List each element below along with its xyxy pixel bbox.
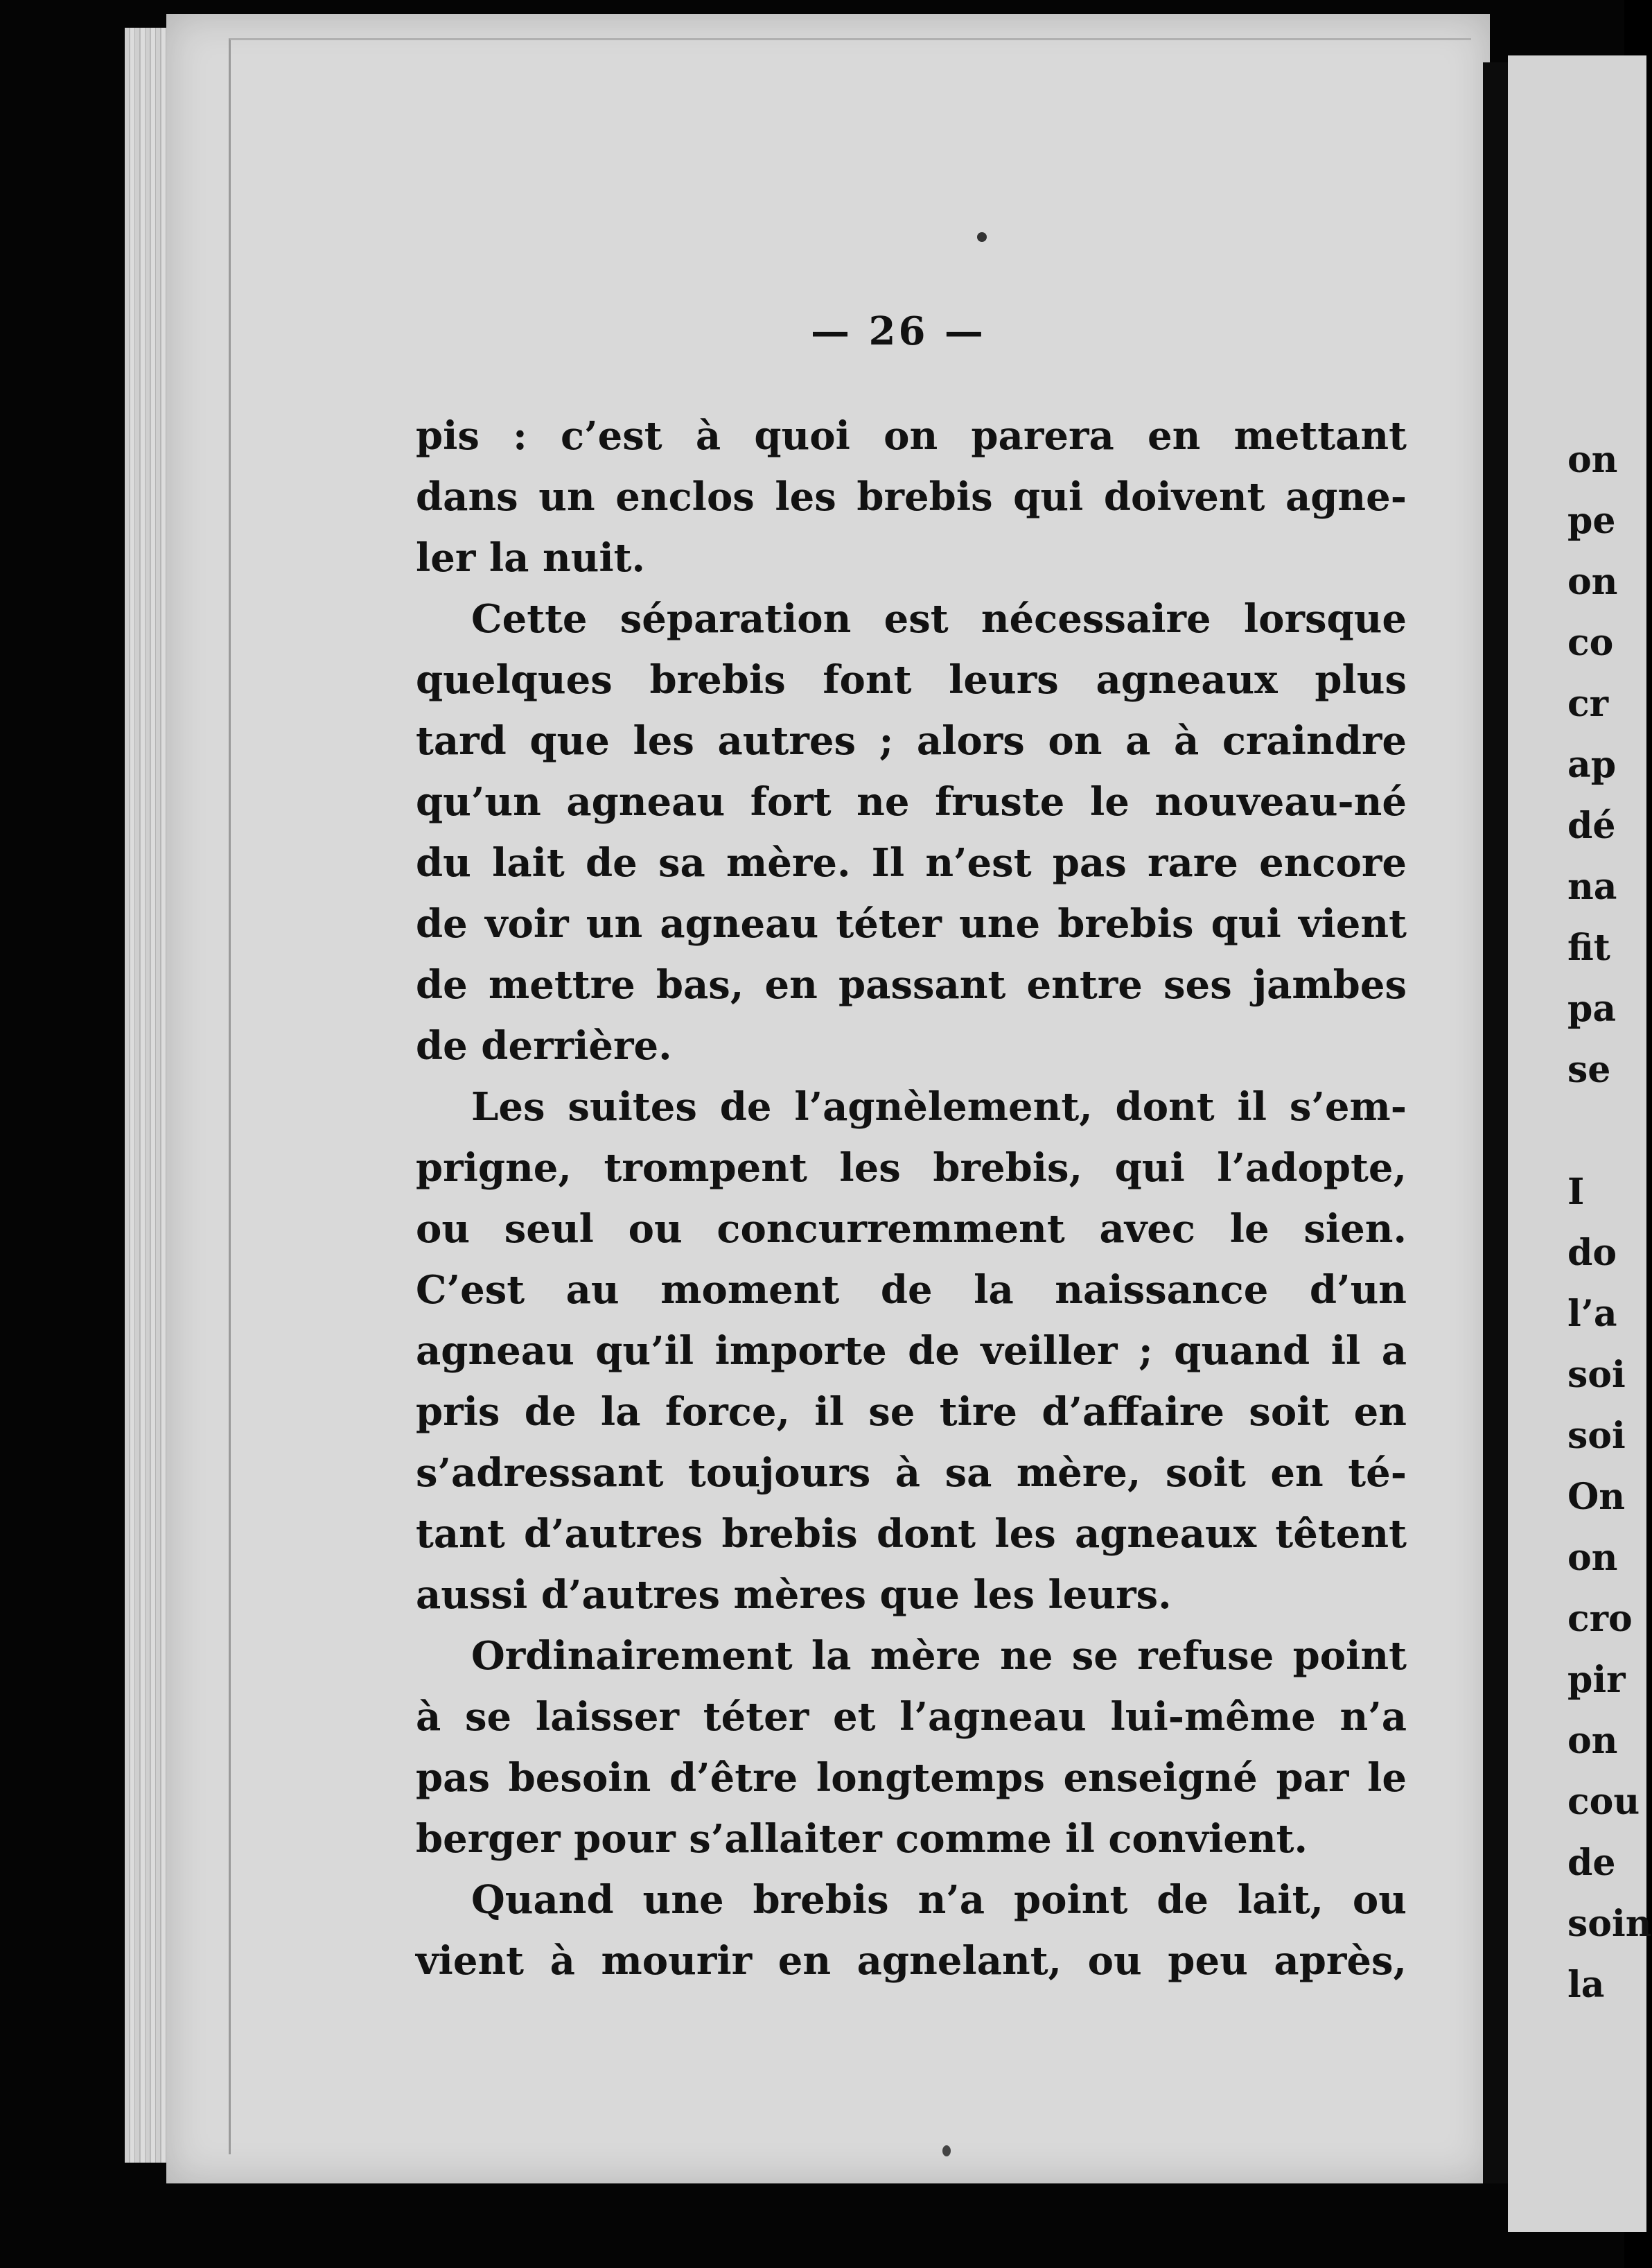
body-text: [416, 405, 1407, 1991]
text-line: agneau qu’il importe de veiller ; quand il a: [416, 1328, 1407, 1374]
fragment-line: dé: [1567, 805, 1616, 847]
text-line: du lait de sa mère. Il n’est pas rare encore: [416, 840, 1407, 886]
fragment-line: soi: [1567, 1415, 1626, 1457]
fragment-line: co: [1567, 622, 1614, 664]
page-number-header: — 26 —: [811, 308, 986, 354]
text-line: ou seul ou concurremment avec le sien.: [416, 1206, 1407, 1252]
text-line: Ordinairement la mère ne se refuse point: [471, 1633, 1407, 1679]
facing-page-fragments: [1567, 430, 1651, 2016]
text-line: C’est au moment de la naissance d’un: [416, 1267, 1407, 1313]
text-line: prigne, trompent les brebis, qui l’adopte,: [416, 1145, 1407, 1191]
fragment-line: [1567, 1101, 1651, 1162]
text-line: vient à mourir en agnelant, ou peu après,: [416, 1938, 1407, 1984]
fragment-line: soi: [1567, 1354, 1626, 1396]
fragment-line: On: [1567, 1476, 1626, 1518]
fragment-line: soin: [1567, 1903, 1652, 1945]
text-line: à se laisser téter et l’agneau lui-même n’a: [416, 1694, 1407, 1740]
fragment-line: pe: [1567, 500, 1616, 542]
text-line: Cette séparation est nécessaire lorsque: [471, 596, 1407, 642]
text-line: dans un enclos les brebis qui doivent agne-: [416, 474, 1407, 520]
text-line: qu’un agneau fort ne fruste le nouveau-né: [416, 779, 1407, 825]
fragment-line: ap: [1567, 744, 1617, 786]
fragment-line: do: [1567, 1232, 1617, 1274]
ink-speck: [977, 232, 987, 242]
text-line: quelques brebis font leurs agneaux plus: [416, 657, 1407, 703]
fragment-line: on: [1567, 1720, 1618, 1762]
fragment-line: fit: [1567, 927, 1610, 969]
text-line: tant d’autres brebis dont les agneaux têtent: [416, 1511, 1407, 1557]
fragment-line: l’a: [1567, 1293, 1617, 1335]
fragment-line: on: [1567, 561, 1618, 603]
text-line: pas besoin d’être longtemps enseigné par le: [416, 1755, 1407, 1801]
fragment-line: pa: [1567, 988, 1617, 1030]
ink-speck: [942, 2145, 951, 2156]
text-line: s’adressant toujours à sa mère, soit en té-: [416, 1450, 1407, 1496]
fragment-line: cou: [1567, 1781, 1640, 1823]
text-line: pris de la force, il se tire d’affaire soit en: [416, 1389, 1407, 1435]
fragment-line: la: [1567, 1964, 1605, 2006]
fragment-line: pir: [1567, 1659, 1626, 1701]
fragment-line: cro: [1567, 1598, 1633, 1640]
text-line: ler la nuit.: [416, 535, 646, 581]
fragment-line: se: [1567, 1049, 1611, 1091]
fragment-line: na: [1567, 866, 1617, 908]
text-line: tard que les autres ; alors on a à craindre: [416, 718, 1407, 764]
text-line: berger pour s’allaiter comme il convient.: [416, 1816, 1308, 1862]
text-line: de derrière.: [416, 1023, 672, 1069]
text-line: pis : c’est à quoi on parera en mettant: [416, 413, 1407, 459]
text-line: Quand une brebis n’a point de lait, ou: [471, 1877, 1407, 1923]
fragment-line: on: [1567, 1537, 1618, 1579]
text-line: aussi d’autres mères que les leurs.: [416, 1572, 1172, 1618]
fragment-line: on: [1567, 439, 1618, 481]
fragment-line: cr: [1567, 683, 1609, 725]
text-line: de voir un agneau téter une brebis qui vient: [416, 901, 1407, 947]
book-gutter: [1483, 62, 1508, 2183]
fragment-line: de: [1567, 1842, 1616, 1884]
text-line: Les suites de l’agnèlement, dont il s’em-: [471, 1084, 1407, 1130]
fragment-line: I: [1567, 1171, 1585, 1213]
text-line: de mettre bas, en passant entre ses jambes: [416, 962, 1407, 1008]
